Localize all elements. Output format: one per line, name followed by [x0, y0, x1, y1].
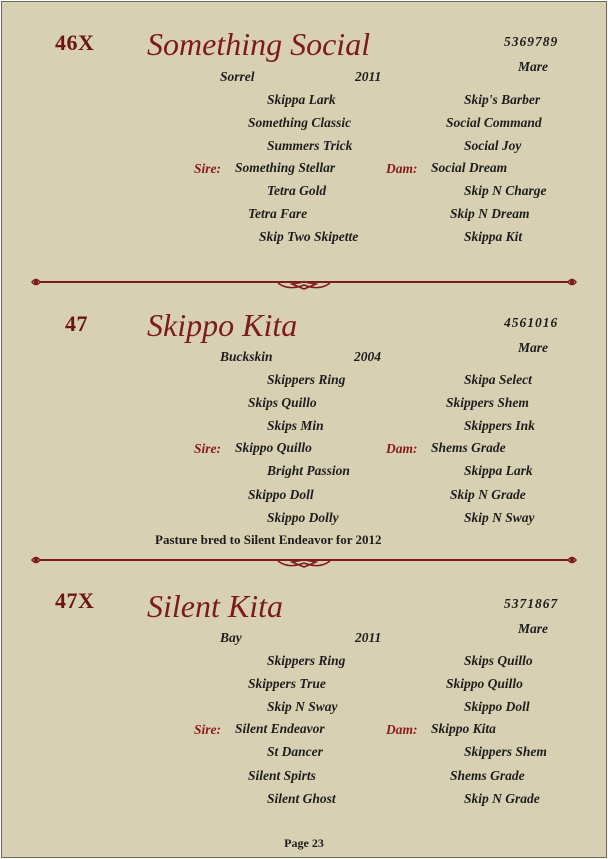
pedigree-dam-side: Shems Grade [450, 768, 525, 783]
pedigree-sire-side: Skip Two Skipette [259, 229, 359, 244]
pedigree-sire-side: St Dancer [267, 744, 323, 759]
pedigree-dam-side: Skippo Doll [464, 699, 530, 714]
lot-number: 47X [55, 588, 95, 613]
pedigree-sire-side: Silent Spirts [248, 768, 316, 783]
page-number: Page 23 [284, 836, 324, 850]
sire-name: Something Stellar [235, 160, 336, 175]
horse-name: Skippo Kita [147, 307, 298, 343]
pedigree-dam-side: Social Joy [464, 138, 522, 153]
pedigree-dam-side: Skippa Lark [464, 463, 533, 478]
dam-label: Dam: [386, 161, 418, 176]
pedigree-sire-side: Skippo Dolly [267, 510, 339, 525]
foal-year: 2011 [355, 69, 382, 84]
pedigree-sire-side: Summers Trick [267, 138, 353, 153]
pedigree-sire-side: Bright Passion [267, 463, 350, 478]
sire-name: Silent Endeavor [235, 721, 325, 736]
pedigree-dam-side: Skippers Ink [464, 418, 535, 433]
dam-name: Shems Grade [431, 440, 506, 455]
horse-sex: Mare [518, 621, 548, 636]
pedigree-dam-side: Skip N Grade [450, 487, 526, 502]
pedigree-dam-side: Skippo Quillo [446, 676, 523, 691]
pedigree-dam-side: Skip N Charge [464, 183, 547, 198]
lot-number: 46X [55, 30, 95, 55]
pedigree-sire-side: Skippers Ring [267, 372, 346, 387]
horse-name: Something Social [147, 26, 371, 62]
lot-number: 47 [65, 311, 88, 336]
pedigree-sire-side: Skips Min [267, 418, 324, 433]
pedigree-dam-side: Skippers Shem [446, 395, 529, 410]
pedigree-sire-side: Silent Ghost [267, 791, 336, 806]
pedigree-dam-side: Skip N Dream [450, 206, 530, 221]
sire-label: Sire: [194, 722, 221, 737]
horse-sex: Mare [518, 340, 548, 355]
pedigree-sire-side: Skippers True [248, 676, 326, 691]
pedigree-dam-side: Skippa Kit [464, 229, 523, 244]
foal-year: 2011 [355, 630, 382, 645]
catalog-entry [2, 2, 606, 272]
sire-label: Sire: [194, 441, 221, 456]
sire-name: Skippo Quillo [235, 440, 312, 455]
pedigree-dam-side: Skipa Select [464, 372, 532, 387]
foal-year: 2004 [354, 349, 381, 364]
registration-number: 5369789 [504, 34, 559, 49]
dam-name: Social Dream [431, 160, 508, 175]
registration-number: 4561016 [504, 315, 559, 330]
pedigree-sire-side: Skip N Sway [267, 699, 338, 714]
pedigree-sire-side: Skippers Ring [267, 653, 346, 668]
sire-label: Sire: [194, 161, 221, 176]
dam-label: Dam: [386, 722, 418, 737]
catalog-entry [2, 564, 606, 834]
pedigree-dam-side: Skippers Shem [464, 744, 547, 759]
pedigree-dam-side: Social Command [446, 115, 542, 130]
pedigree-sire-side: Something Classic [248, 115, 352, 130]
horse-name: Silent Kita [147, 588, 283, 624]
horse-sex: Mare [518, 59, 548, 74]
pedigree-sire-side: Tetra Gold [267, 183, 327, 198]
pedigree-dam-side: Skip N Grade [464, 791, 540, 806]
catalog-page [1, 1, 607, 858]
dam-name: Skippo Kita [431, 721, 496, 736]
pedigree-sire-side: Skips Quillo [248, 395, 317, 410]
pedigree-sire-side: Tetra Fare [248, 206, 308, 221]
pedigree-sire-side: Skippa Lark [267, 92, 336, 107]
horse-color: Bay [220, 630, 242, 645]
dam-label: Dam: [386, 441, 418, 456]
catalog-entry [2, 283, 606, 553]
pedigree-dam-side: Skip's Barber [464, 92, 541, 107]
breeding-note: Pasture bred to Silent Endeavor for 2012 [155, 532, 382, 547]
pedigree-dam-side: Skip N Sway [464, 510, 535, 525]
registration-number: 5371867 [504, 596, 559, 611]
horse-color: Sorrel [220, 69, 255, 84]
pedigree-dam-side: Skips Quillo [464, 653, 533, 668]
pedigree-sire-side: Skippo Doll [248, 487, 314, 502]
horse-color: Buckskin [220, 349, 273, 364]
